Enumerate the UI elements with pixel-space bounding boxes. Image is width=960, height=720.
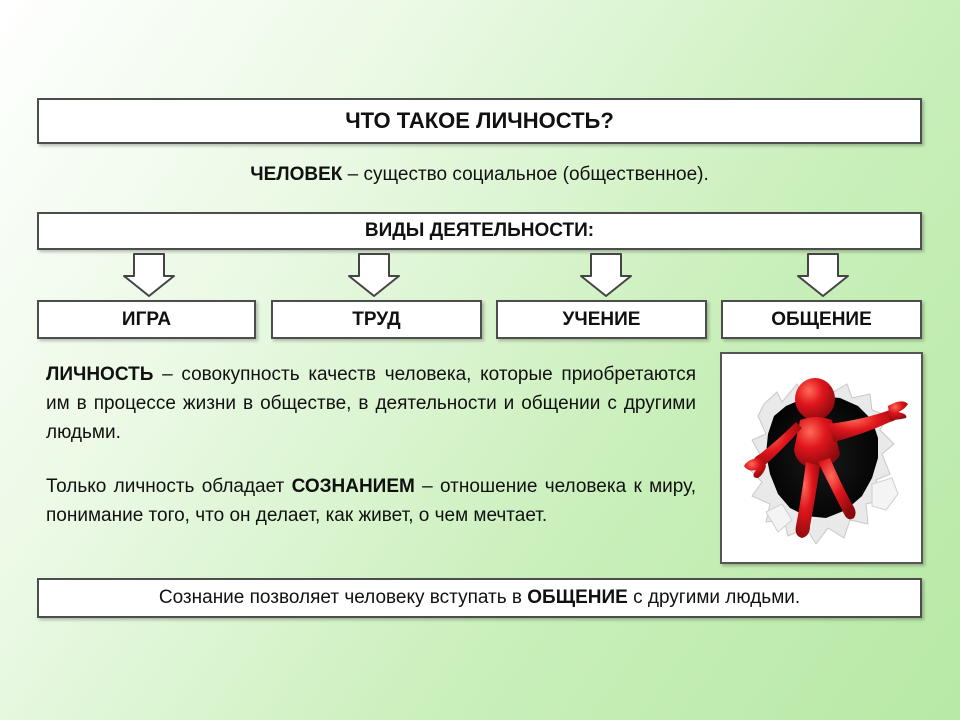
down-arrow-icon [578, 252, 634, 298]
consciousness-before: Только личность обладает [46, 476, 292, 497]
personality-term: ЛИЧНОСТЬ [46, 364, 154, 385]
red-figure-icon [722, 354, 921, 562]
consciousness-term: СОЗНАНИЕМ [291, 476, 415, 497]
human-term: ЧЕЛОВЕК [250, 164, 343, 185]
personality-definition [46, 360, 696, 447]
bottom-term: ОБЩЕНИЕ [527, 587, 628, 608]
activity-game: ИГРА [37, 300, 256, 339]
human-definition-text: – существо социальное (общественное). [342, 164, 709, 185]
down-arrow-icon [121, 252, 177, 298]
activity-work: ТРУД [271, 300, 482, 339]
bottom-after: с другими людьми. [627, 587, 801, 608]
bottom-before: Сознание позволяет человеку вступать в [158, 587, 528, 608]
activity-communication: ОБЩЕНИЕ [721, 300, 922, 339]
activity-study: УЧЕНИЕ [496, 300, 707, 339]
bottom-statement [37, 578, 922, 618]
illustration [720, 352, 923, 564]
consciousness-paragraph [46, 472, 696, 530]
activities-heading: ВИДЫ ДЕЯТЕЛЬНОСТИ: [37, 212, 922, 250]
slide-title: ЧТО ТАКОЕ ЛИЧНОСТЬ? [37, 98, 922, 144]
personality-text: – совокупность качеств человека, которые приобретаются им в процессе жизни в обществе, в деятельности и общении с другими людьми. [46, 364, 696, 443]
human-definition [37, 164, 922, 186]
down-arrow-icon [346, 252, 402, 298]
down-arrow-icon [795, 252, 851, 298]
consciousness-after: – отношение человека к миру, понимание того, что он делает, как живет, о чем мечтает. [46, 476, 696, 526]
